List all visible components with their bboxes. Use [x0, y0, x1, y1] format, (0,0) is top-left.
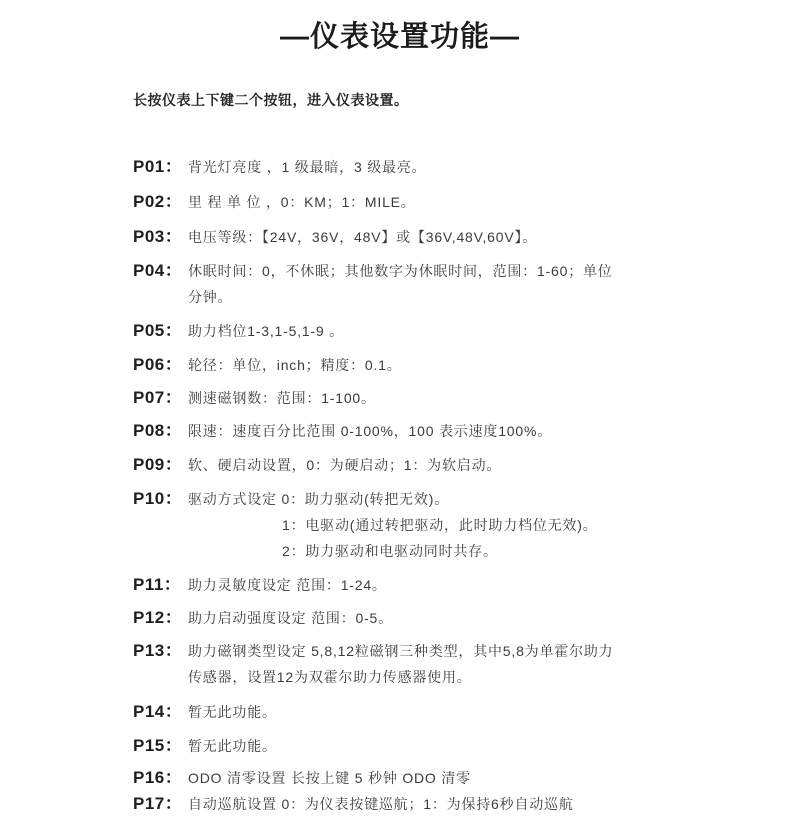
setting-code: P04：	[133, 261, 183, 280]
setting-item-p03	[133, 222, 698, 250]
setting-item-p12	[133, 603, 698, 631]
setting-text: 2：助力驱动和电驱动同时共存。	[282, 543, 498, 559]
setting-item-p15	[133, 731, 698, 759]
setting-item-p10	[133, 484, 698, 564]
setting-item-p17	[133, 789, 698, 817]
setting-code: P17：	[133, 794, 183, 813]
setting-code: P09：	[133, 455, 183, 474]
setting-code: P01：	[133, 157, 183, 176]
setting-code: P08：	[133, 421, 183, 440]
setting-item-p02	[133, 187, 698, 215]
setting-text: 电压等级：【24V，36V，48V】或【36V,48V,60V】。	[188, 229, 538, 245]
setting-item-p06	[133, 350, 698, 378]
setting-item-p04	[133, 256, 698, 310]
setting-text: 助力档位1-3,1-5,1-9 。	[188, 323, 344, 339]
setting-item-p13	[133, 636, 698, 690]
setting-code: P13：	[133, 641, 183, 660]
setting-code: P14：	[133, 702, 183, 721]
setting-text: ODO 清零设置 长按上键 5 秒钟 ODO 清零	[188, 770, 471, 786]
setting-text: 自动巡航设置 0：为仪表按键巡航；1：为保持6秒自动巡航	[188, 796, 574, 812]
page-title: —仪表设置功能—	[279, 21, 520, 53]
setting-item-p09	[133, 450, 698, 478]
setting-item-p07	[133, 383, 698, 411]
setting-code: P12：	[133, 608, 183, 627]
setting-item-p11	[133, 570, 698, 598]
setting-text: 传感器，设置12为双霍尔助力传感器使用。	[188, 669, 472, 685]
setting-text: 助力磁钢类型设定 5,8,12粒磁钢三种类型，其中5,8为单霍尔助力	[188, 643, 614, 659]
intro-text: 长按仪表上下键二个按钮，进入仪表设置。	[133, 92, 409, 108]
setting-text: 驱动方式设定 0：助力驱动(转把无效)。	[188, 491, 449, 507]
setting-text: 助力灵敏度设定 范围：1-24。	[188, 577, 387, 593]
setting-text: 分钟。	[188, 289, 233, 305]
setting-code: P16：	[133, 768, 183, 787]
setting-text: 里 程 单 位 ，0：KM；1：MILE。	[188, 194, 416, 210]
setting-code: P02：	[133, 192, 183, 211]
setting-item-p05	[133, 316, 698, 344]
setting-text: 暂无此功能。	[188, 704, 277, 720]
setting-code: P03：	[133, 227, 183, 246]
setting-code: P05：	[133, 321, 183, 340]
setting-text: 暂无此功能。	[188, 738, 277, 754]
setting-text: 助力启动强度设定 范围：0-5。	[188, 610, 393, 626]
setting-text: 1：电驱动(通过转把驱动，此时助力档位无效)。	[282, 517, 598, 533]
setting-code: P06：	[133, 355, 183, 374]
setting-text: 休眠时间：0，不休眠；其他数字为休眠时间，范围：1-60；单位	[188, 263, 613, 279]
setting-text: 软、硬启动设置，0：为硬启动；1：为软启动。	[188, 457, 502, 473]
setting-code: P10：	[133, 489, 183, 508]
setting-code: P11：	[133, 575, 182, 594]
setting-text: 轮径：单位，inch；精度：0.1。	[188, 357, 402, 373]
setting-code: P07：	[133, 388, 183, 407]
setting-code: P15：	[133, 736, 183, 755]
setting-text: 测速磁钢数：范围：1-100。	[188, 390, 376, 406]
setting-text: 限速：速度百分比范围 0-100%，100 表示速度100%。	[188, 423, 552, 439]
setting-item-p08	[133, 416, 698, 444]
setting-text: 背光灯亮度 ，1 级最暗，3 级最亮。	[188, 159, 427, 175]
setting-item-p16	[133, 763, 698, 791]
setting-item-p01	[133, 152, 698, 180]
setting-item-p14	[133, 697, 698, 725]
